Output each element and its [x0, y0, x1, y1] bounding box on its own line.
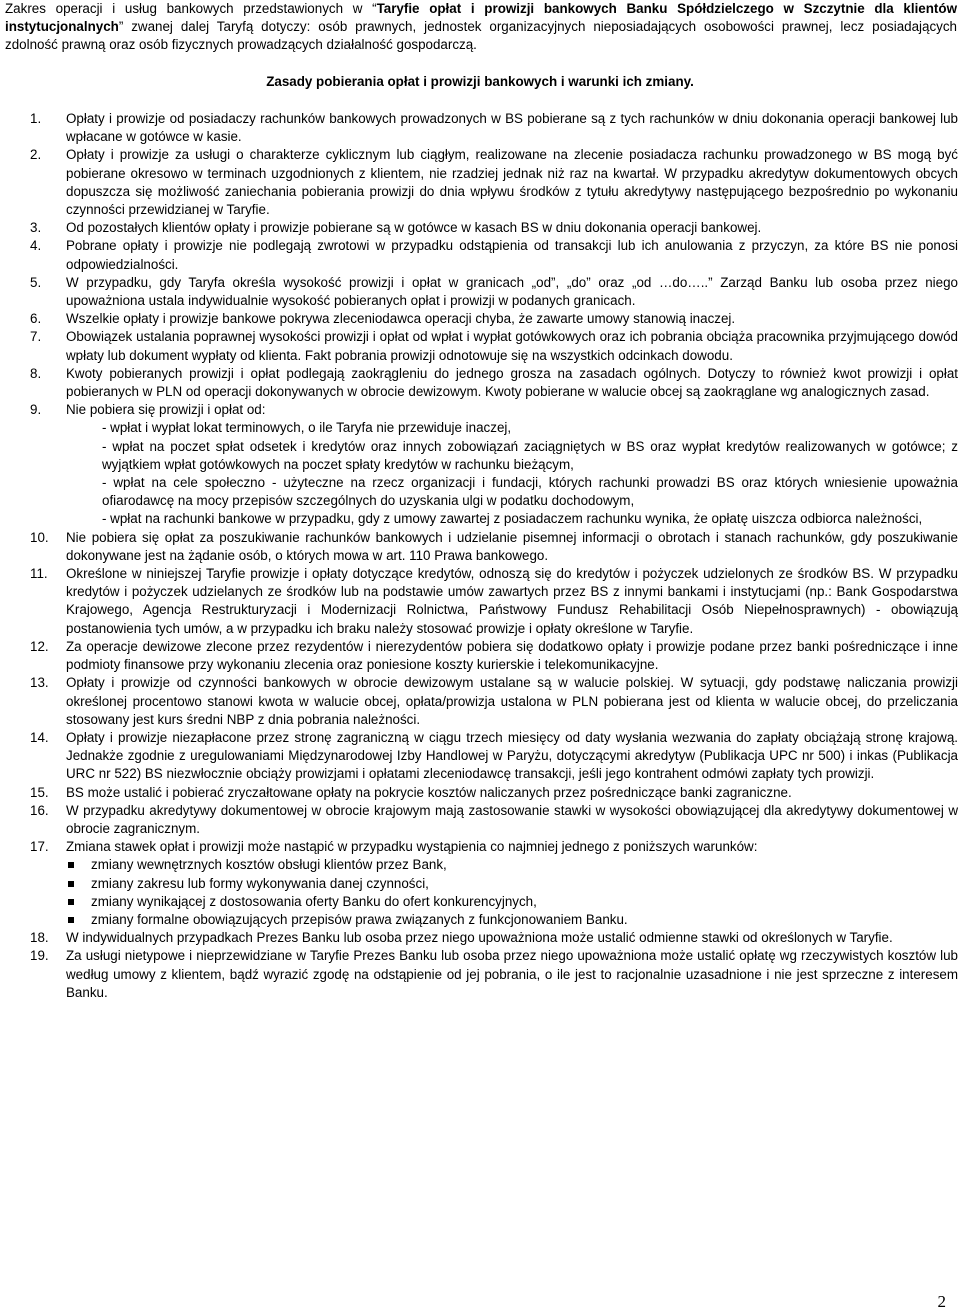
rule-text: Obowiązek ustalania poprawnej wysokości prowizji i opłat od wpłat i wypłat gotówkowych oraz ich pobrania obciąża pracownika przyjmującego dowód wpłaty lub dokument wypłaty od klienta. Fakt pobrania prowizji odnotowuje się na wszystkich odcinkach dowodu.	[66, 329, 958, 363]
rule-text: Za usługi nietypowe i nieprzewidziane w Taryfie Prezes Banku lub osoba przez niego upoważniona może ustalić opłatę wg rzeczywistych kosztów lub według umowy z klientem, bądź wyrazić zgodę na odstąpienie od jej pobrania, o ile jest to racjonalnie uzasadnione i nie jest sprzeczne z interesem Banku.	[66, 948, 958, 1000]
rule-item	[30, 784, 958, 802]
rule-number: 18.	[30, 930, 49, 946]
rule-text: Od pozostałych klientów opłaty i prowizje pobierane są w gotówce w kasach BS w dniu dokonania operacji bankowej.	[66, 220, 762, 236]
condition-bullet-item: zmiany formalne obowiązujących przepisów prawa związanych z funkcjonowaniem Banku.	[66, 911, 958, 929]
intro-text-start: Zakres operacji i usług bankowych przedstawionych w “	[5, 1, 377, 16]
rule-item	[30, 328, 958, 364]
rule-number: 5.	[30, 274, 42, 290]
exemption-item: - wpłat na cele społeczno - użyteczne na rzecz organizacji i fundacji, których rachunki prowadzi BS oraz których wniesienie upoważnia ofiarodawcę na mocy przepisów szczególnych do uzyskania ulgi w podatku dochodowym,	[102, 475, 958, 509]
rule-number: 17.	[30, 839, 49, 855]
rule-item	[30, 838, 958, 929]
rule-number: 6.	[30, 311, 42, 327]
rule-number: 9.	[30, 402, 42, 418]
rule-number: 19.	[30, 948, 49, 964]
rule-item	[30, 310, 958, 328]
rule-text: Za operacje dewizowe zlecone przez rezydentów i nierezydentów pobiera się dodatkowo opłaty i prowizje podane przez banki pośredniczące i inne podmioty finansowe przy wykonaniu zlecenia oraz poniesione koszty kurierskie i telekomunikacyjne.	[66, 638, 958, 673]
rule-item	[30, 729, 958, 784]
rule-text: BS może ustalić i pobierać zryczałtowane opłaty na pokrycie kosztów naliczanych przez pośredniczące banki zagraniczne.	[66, 784, 792, 800]
rule-item	[30, 565, 958, 638]
rule-number: 11.	[30, 566, 48, 582]
rule-text: Kwoty pobieranych prowizji i opłat podlegają zaokrągleniu do jednego grosza na zasadach ogólnych. Dotyczy to również kwot prowizji i opłat pobieranych w PLN od operacji dokonywanych w obrocie dewizowym. Kwoty pobierane w walucie obcej są zaokrąglane wg analogicznych zasad.	[66, 365, 958, 400]
rule-item	[30, 529, 958, 565]
rule-text: W indywidualnych przypadkach Prezes Banku lub osoba przez niego upoważniona może ustalić odmienne stawki od określonych w Taryfie.	[66, 930, 893, 946]
rule-number: 2.	[30, 147, 42, 163]
rule-text: Opłaty i prowizje od czynności bankowych w obrocie dewizowym ustalane są w walucie polskiej. W sytuacji, gdy podstawę naliczania prowizji określonej procentowo stanowi kwota w walucie obcej, opłata/prowizja ustalona w PLN pobierana jest od klienta w walucie obcej, do przeliczania stosowany jest kurs średni NBP z dnia pobrania należności.	[66, 675, 958, 727]
rule-item	[30, 929, 958, 947]
intro-paragraph	[5, 0, 957, 55]
intro-text-end: ” zwanej dalej Taryfą dotyczy: osób prawnych, jednostek organizacyjnych nieposiadających osobowości prawnej, lecz posiadających zdolność prawną oraz osób fizycznych prowadzących działalność gospodarczą.	[5, 19, 957, 53]
condition-bullet-item: zmiany zakresu lub formy wykonywania danej czynności,	[66, 875, 958, 893]
rule-text: Określone w niniejszej Taryfie prowizje i opłaty dotyczące kredytów, odnoszą się do kredytów i pożyczek udzielonych ze środków BS. W przypadku kredytów i pożyczek udzielanych ze środków lub na podstawie umów zawartych przez BS z innymi bankami i instytucjami (np.: Bank Gospodarstwa Krajowego, Agencja Restrukturyzacji i Modernizacji Rolnictwa, Państwowy Fundusz Rehabilitacji Osób Niepełnosprawnych) - obowiązują postanowienia tych umów, a w przypadku ich braku należy stosować prowizje i opłaty określone w Taryfie.	[66, 566, 958, 636]
rule-text: W przypadku akredytywy dokumentowej w obrocie krajowym mają zastosowanie stawki w wysokości obowiązującej dla akredytywy dokumentowej w obrocie zagranicznym.	[66, 802, 958, 836]
rule-item	[30, 401, 958, 528]
rule-item	[30, 274, 958, 310]
section-heading: Zasady pobierania opłat i prowizji bankowych i warunki ich zmiany.	[266, 74, 694, 89]
tariff-title: Taryfie opłat i prowizji bankowych Banku Spółdzielczego w Szczytnie dla klientów instytucjonalnych	[5, 1, 957, 35]
rule-text: Pobrane opłaty i prowizje nie podlegają zwrotowi w przypadku odstąpienia od transakcji lub ich anulowania z przyczyn, za które BS nie ponosi odpowiedzialności.	[66, 238, 958, 272]
rule-item	[30, 237, 958, 273]
rule-text: Wszelkie opłaty i prowizje bankowe pokrywa zleceniodawca operacji chyba, że zawarte umowy stanowią inaczej.	[66, 311, 736, 327]
rule-number: 14.	[30, 729, 49, 745]
exemption-item: - wpłat na poczet spłat odsetek i kredytów oraz innych zobowiązań zaciągniętych w BS oraz wypłat kredytów realizowanych w gotówce; z wyjątkiem wpłat gotówkowych na poczet spłaty kredytów w rachunku bieżącym,	[102, 438, 958, 472]
rule-text: Nie pobiera się opłat za poszukiwanie rachunków bankowych i udzielanie pisemnej informacji o obrotach i stanach rachunków, gdy poszukiwanie dokonywane jest na żądanie osób, o których mowa w art. 110 Prawa bankowego.	[66, 529, 958, 563]
condition-bullet-item: zmiany wynikającej z dostosowania oferty Banku do ofert konkurencyjnych,	[66, 893, 958, 911]
rule-item	[30, 638, 958, 674]
exemption-item: - wpłat na rachunki bankowe w przypadku, gdy z umowy zawartej z posiadaczem rachunku wynika, że opłatę uiszcza odbiorca należności,	[102, 511, 923, 527]
rule-number: 1.	[30, 111, 42, 126]
rule-item	[30, 947, 958, 1002]
rule-item	[30, 146, 958, 219]
rule-text: Nie pobiera się prowizji i opłat od:	[66, 402, 266, 418]
rule-text: Opłaty i prowizje od posiadaczy rachunków bankowych prowadzonych w BS pobierane są z tych rachunków w dniu dokonania operacji bankowej lub wpłacane w gotówce w kasie.	[66, 111, 958, 145]
condition-list	[66, 856, 958, 929]
rule-number: 15.	[30, 784, 49, 800]
rule-text: W przypadku, gdy Taryfa określa wysokość prowizji i opłat w granicach „od”, „do” oraz „od …do…..” Zarząd Banku lub osoba przez niego upoważniona ustala indywidualnie wysokość pobieranych opłat i prowizji w podanych granicach.	[66, 274, 958, 309]
rule-item	[30, 802, 958, 838]
rule-number: 12.	[30, 638, 49, 654]
rule-number: 7.	[30, 329, 42, 345]
rule-item	[30, 674, 958, 729]
page-number: 2	[937, 1292, 946, 1311]
rule-item	[30, 110, 958, 146]
rule-item	[30, 219, 958, 237]
rule-number: 10.	[30, 529, 49, 545]
rule-number: 8.	[30, 365, 42, 381]
condition-bullet-item: zmiany wewnętrznych kosztów obsługi klientów przez Bank,	[66, 856, 958, 874]
rule-item	[30, 365, 958, 401]
exemption-item: - wpłat i wypłat lokat terminowych, o ile Taryfa nie przewiduje inaczej,	[102, 420, 512, 436]
rule-number: 3.	[30, 220, 42, 236]
rule-number: 16.	[30, 802, 49, 818]
rule-number: 4.	[30, 238, 42, 254]
rule-number: 13.	[30, 675, 49, 691]
rule-text: Zmiana stawek opłat i prowizji może nastąpić w przypadku wystąpienia co najmniej jednego z poniższych warunków:	[66, 839, 758, 855]
rule-text: Opłaty i prowizje niezapłacone przez stronę zagraniczną w ciągu trzech miesięcy od daty wysłania wezwania do zapłaty obciążają stronę krajową. Jednakże zgodnie z uregulowaniami Międzynarodowej Izby Handlowej w Paryżu, dotyczącymi akredytyw (Publikacja UPC nr 500) i inkas (Publikacja URC nr 522) BS niezwłocznie obciąży prowizjami i opłatami zleceniodawcę transakcji, jeśli jego kontrahent odmówi zapłaty tych prowizji.	[66, 729, 958, 782]
rule-text: Opłaty i prowizje za usługi o charakterze cyklicznym lub ciągłym, realizowane na zlecenie posiadacza rachunku prowadzonego w BS mogą być pobierane okresowo w terminach uzgodnionych z klientem, nie rzadziej jednak niż raz na kwartał. W przypadku akredytyw dokumentowych obcych dopuszcza się możliwość zaniechania pobierania prowizji do dnia wpływu środków z tytułu akredytywy następującego bezpośrednio po wykonaniu czynności przewidzianej w Taryfie.	[66, 147, 958, 218]
rules-list	[30, 110, 958, 1002]
